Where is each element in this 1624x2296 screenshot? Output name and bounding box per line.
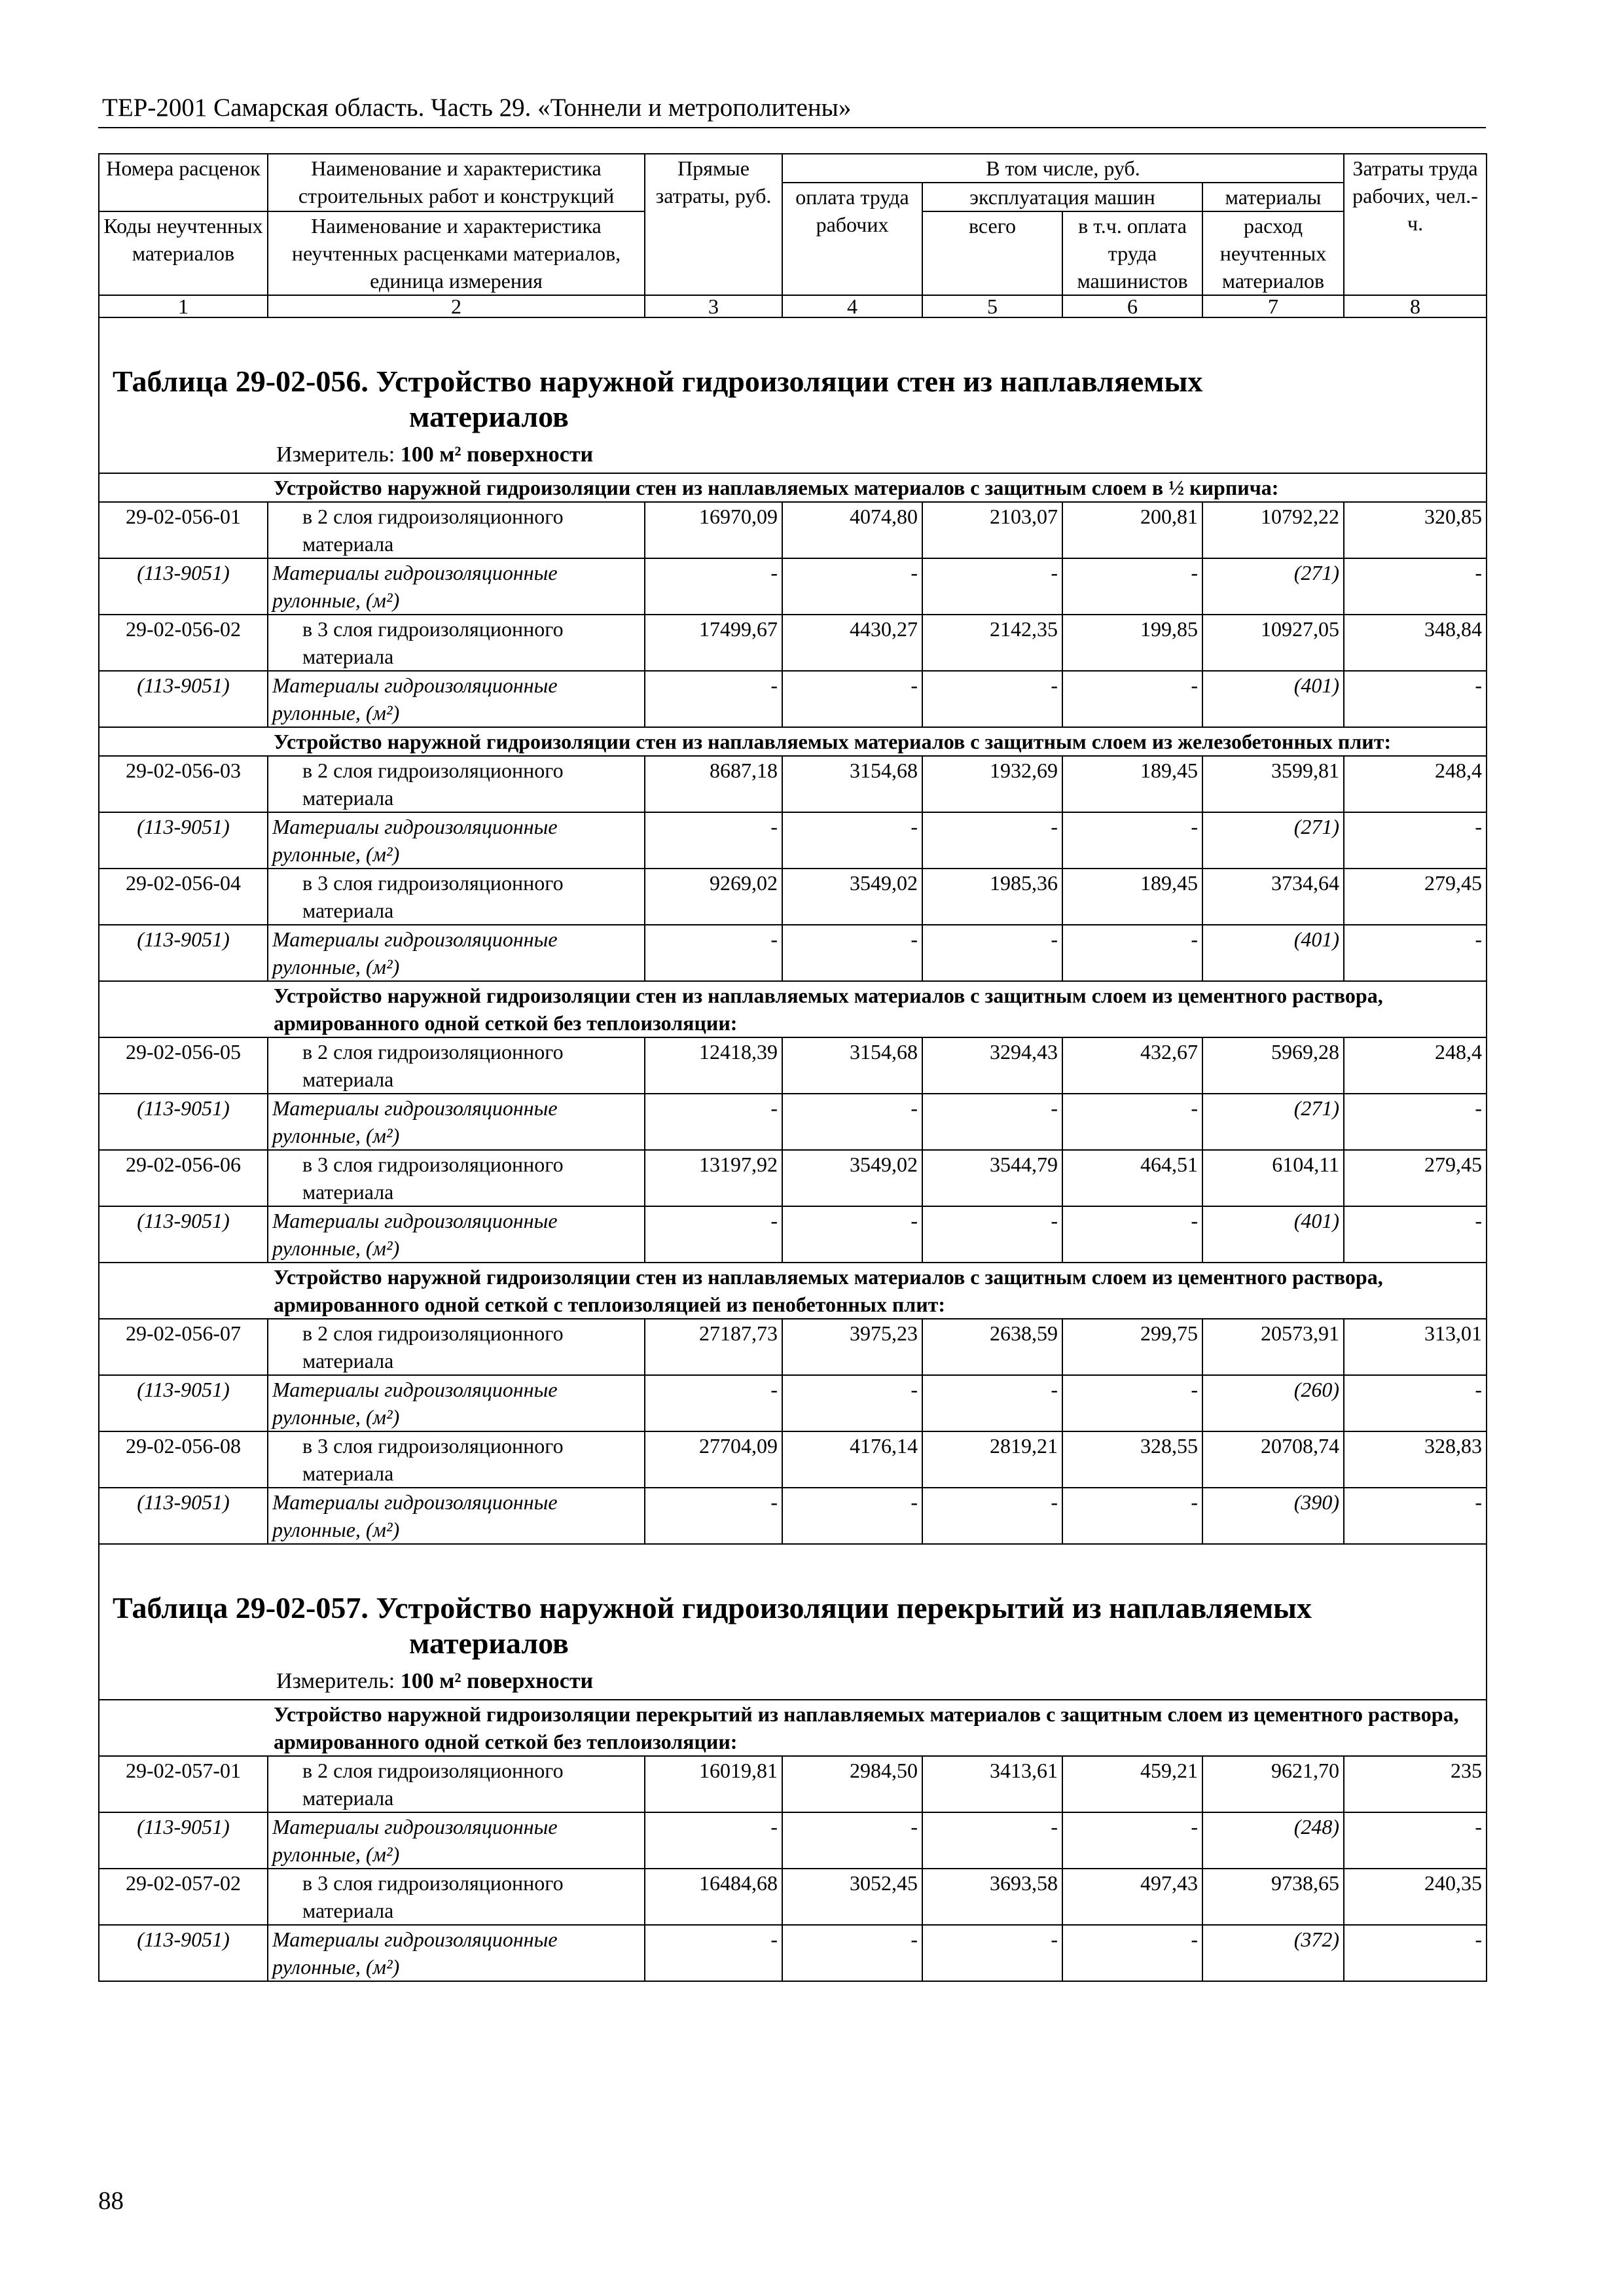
material-value-m4: - [782,1094,922,1150]
value-c8: 279,45 [1344,1150,1487,1206]
value-c4: 3975,23 [782,1319,922,1375]
section-heading-cell [99,473,1487,502]
material-value-m8: - [1344,1925,1487,1981]
work-name: в 3 слоя гидроизоляционного материала [268,1150,645,1206]
work-name: в 3 слоя гидроизоляционного материала [268,1869,645,1925]
material-value-m6: - [1062,558,1202,615]
value-c4: 4176,14 [782,1431,922,1488]
material-value-m3: - [645,1375,782,1431]
material-value-m6: - [1062,671,1202,727]
col-number: 5 [922,295,1062,317]
value-c8: 248,4 [1344,1037,1487,1094]
table-title-line2: материалов [409,1626,569,1660]
col-number: 6 [1062,295,1202,317]
material-name: Материалы гидроизоляционные рулонные, (м²) [268,671,645,727]
col-rate-numbers-header: Номера расценок [99,154,268,211]
material-value-m3: - [645,925,782,981]
value-c3: 8687,18 [645,756,782,812]
material-code: (113-9051) [99,812,268,869]
value-c3: 27187,73 [645,1319,782,1375]
rate-code: 29-02-056-02 [99,615,268,671]
value-c4: 4074,80 [782,502,922,558]
value-c8: 248,4 [1344,756,1487,812]
section-heading-cell [99,727,1487,756]
material-row [99,558,1487,615]
material-value-m7: (248) [1202,1812,1344,1869]
material-value-m7: (401) [1202,925,1344,981]
col-worker-pay-header: оплата труда рабочих [782,183,922,295]
value-c8: 320,85 [1344,502,1487,558]
work-name: в 2 слоя гидроизоляционного материала [268,1037,645,1094]
material-value-m5: - [922,1812,1062,1869]
value-c8: 328,83 [1344,1431,1487,1488]
work-name: в 3 слоя гидроизоляционного материала [268,1431,645,1488]
material-name: Материалы гидроизоляционные рулонные, (м²) [268,1488,645,1544]
value-c8: 235 [1344,1756,1487,1812]
material-code: (113-9051) [99,1094,268,1150]
rate-code: 29-02-056-04 [99,869,268,925]
material-name: Материалы гидроизоляционные рулонные, (м²) [268,1812,645,1869]
measure-label: Измеритель: [276,1669,401,1693]
rate-row [99,1037,1487,1094]
material-value-m6: - [1062,1206,1202,1263]
value-c7: 10927,05 [1202,615,1344,671]
col-material-name-header: Наименование и характеристика неучтенных расценками материалов, единица измерения [268,211,645,295]
material-value-m6: - [1062,925,1202,981]
value-c8: 279,45 [1344,869,1487,925]
col-number: 2 [268,295,645,317]
rate-code: 29-02-056-01 [99,502,268,558]
material-value-m4: - [782,558,922,615]
rate-row [99,869,1487,925]
rate-code: 29-02-057-01 [99,1756,268,1812]
materials-header: материалы [1202,183,1344,211]
material-value-m3: - [645,1925,782,1981]
material-value-m5: - [922,1206,1062,1263]
col-machines-total-header: всего [922,211,1062,295]
rate-row [99,1869,1487,1925]
material-value-m5: - [922,1375,1062,1431]
value-c4: 3052,45 [782,1869,922,1925]
work-name: в 2 слоя гидроизоляционного материала [268,1319,645,1375]
value-c5: 2142,35 [922,615,1062,671]
value-c6: 497,43 [1062,1869,1202,1925]
value-c4: 3154,68 [782,1037,922,1094]
value-c3: 16484,68 [645,1869,782,1925]
page-number: 88 [98,2187,124,2215]
material-row [99,925,1487,981]
col-material-codes-header: Коды неучтенных материалов [99,211,268,295]
section-heading: Устройство наружной гидроизоляции стен из наплавляемых материалов с защитным слоем из железобетонных плит: [274,730,1392,753]
running-title: ТЕР-2001 Самарская область. Часть 29. «Тоннели и метрополитены» [102,94,852,122]
material-row [99,812,1487,869]
material-value-m6: - [1062,1094,1202,1150]
material-row [99,1375,1487,1431]
material-value-m4: - [782,1925,922,1981]
value-c3: 16019,81 [645,1756,782,1812]
rate-code: 29-02-056-06 [99,1150,268,1206]
material-code: (113-9051) [99,1812,268,1869]
material-value-m7: (401) [1202,1206,1344,1263]
value-c7: 5969,28 [1202,1037,1344,1094]
table-title [99,1545,1486,1661]
value-c7: 20573,91 [1202,1319,1344,1375]
material-value-m5: - [922,1488,1062,1544]
value-c5: 3544,79 [922,1150,1062,1206]
material-name: Материалы гидроизоляционные рулонные, (м²) [268,1925,645,1981]
value-c5: 3413,61 [922,1756,1062,1812]
value-c8: 240,35 [1344,1869,1487,1925]
table-title-line1: Таблица 29-02-057. Устройство наружной гидроизоляции перекрытий из наплавляемых [113,1591,1312,1624]
material-value-m8: - [1344,1094,1487,1150]
material-code: (113-9051) [99,671,268,727]
value-c4: 2984,50 [782,1756,922,1812]
value-c4: 3154,68 [782,756,922,812]
value-c7: 3734,64 [1202,869,1344,925]
material-value-m4: - [782,925,922,981]
material-value-m7: (271) [1202,812,1344,869]
value-c6: 432,67 [1062,1037,1202,1094]
material-value-m3: - [645,1812,782,1869]
machines-header: эксплуатация машин [922,183,1202,211]
material-value-m4: - [782,812,922,869]
material-value-m8: - [1344,558,1487,615]
material-row [99,671,1487,727]
material-name: Материалы гидроизоляционные рулонные, (м²) [268,1375,645,1431]
value-c7: 9621,70 [1202,1756,1344,1812]
work-name: в 3 слоя гидроизоляционного материала [268,615,645,671]
material-value-m3: - [645,1206,782,1263]
material-code: (113-9051) [99,1488,268,1544]
table-title [99,318,1486,435]
material-code: (113-9051) [99,558,268,615]
material-value-m8: - [1344,925,1487,981]
value-c7: 3599,81 [1202,756,1344,812]
work-name: в 2 слоя гидроизоляционного материала [268,1756,645,1812]
value-c5: 3693,58 [922,1869,1062,1925]
value-c4: 3549,02 [782,869,922,925]
col-number: 8 [1344,295,1487,317]
col-machinist-pay-header: в т.ч. оплата труда машинистов [1062,211,1202,295]
value-c5: 1932,69 [922,756,1062,812]
material-value-m5: - [922,812,1062,869]
rate-row [99,756,1487,812]
material-value-m4: - [782,1375,922,1431]
value-c4: 4430,27 [782,615,922,671]
material-value-m8: - [1344,1812,1487,1869]
value-c6: 189,45 [1062,756,1202,812]
measure-unit [99,1661,1486,1699]
measure-value: 100 м² поверхности [400,442,594,467]
col-direct-costs-header: Прямые затраты, руб. [645,154,782,295]
rates-table [98,153,1487,1982]
table-title-cell [99,317,1487,473]
table-title-line1: Таблица 29-02-056. Устройство наружной гидроизоляции стен из наплавляемых [113,365,1203,398]
material-value-m6: - [1062,1925,1202,1981]
material-row [99,1812,1487,1869]
material-name: Материалы гидроизоляционные рулонные, (м²) [268,558,645,615]
work-name: в 3 слоя гидроизоляционного материала [268,869,645,925]
material-value-m7: (401) [1202,671,1344,727]
rate-code: 29-02-056-03 [99,756,268,812]
col-number: 4 [782,295,922,317]
value-c5: 2103,07 [922,502,1062,558]
value-c5: 2819,21 [922,1431,1062,1488]
material-row [99,1206,1487,1263]
material-value-m6: - [1062,812,1202,869]
col-number: 1 [99,295,268,317]
material-value-m5: - [922,925,1062,981]
material-name: Материалы гидроизоляционные рулонные, (м²) [268,925,645,981]
material-code: (113-9051) [99,1375,268,1431]
material-value-m3: - [645,1094,782,1150]
material-value-m6: - [1062,1812,1202,1869]
material-value-m8: - [1344,1488,1487,1544]
material-name: Материалы гидроизоляционные рулонные, (м²) [268,1094,645,1150]
rate-code: 29-02-056-07 [99,1319,268,1375]
value-c6: 328,55 [1062,1431,1202,1488]
material-value-m6: - [1062,1375,1202,1431]
col-number: 7 [1202,295,1344,317]
value-c3: 27704,09 [645,1431,782,1488]
material-value-m4: - [782,1488,922,1544]
material-code: (113-9051) [99,1925,268,1981]
section-heading: Устройство наружной гидроизоляции перекрытий из наплавляемых материалов с защитным слоем из цементного раствора, армированного одной сеткой без теплоизоляции: [274,1702,1459,1753]
col-number: 3 [645,295,782,317]
material-value-m8: - [1344,1206,1487,1263]
value-c4: 3549,02 [782,1150,922,1206]
material-row [99,1094,1487,1150]
section-heading-cell [99,1263,1487,1319]
value-c8: 313,01 [1344,1319,1487,1375]
material-value-m7: (271) [1202,558,1344,615]
material-row [99,1488,1487,1544]
rate-row [99,1319,1487,1375]
material-value-m4: - [782,1206,922,1263]
material-value-m6: - [1062,1488,1202,1544]
material-value-m7: (260) [1202,1375,1344,1431]
material-value-m5: - [922,558,1062,615]
material-value-m3: - [645,812,782,869]
material-value-m7: (271) [1202,1094,1344,1150]
material-value-m3: - [645,671,782,727]
section-heading: Устройство наружной гидроизоляции стен из наплавляемых материалов с защитным слоем в ½ кирпича: [274,476,1279,499]
material-code: (113-9051) [99,1206,268,1263]
rate-row [99,502,1487,558]
value-c5: 2638,59 [922,1319,1062,1375]
value-c8: 348,84 [1344,615,1487,671]
material-name: Материалы гидроизоляционные рулонные, (м²) [268,812,645,869]
material-value-m3: - [645,558,782,615]
value-c6: 200,81 [1062,502,1202,558]
material-value-m8: - [1344,1375,1487,1431]
rate-code: 29-02-056-08 [99,1431,268,1488]
value-c3: 9269,02 [645,869,782,925]
rate-row [99,615,1487,671]
material-value-m5: - [922,1925,1062,1981]
rate-code: 29-02-056-05 [99,1037,268,1094]
value-c6: 199,85 [1062,615,1202,671]
work-name: в 2 слоя гидроизоляционного материала [268,756,645,812]
section-heading: Устройство наружной гидроизоляции стен из наплавляемых материалов с защитным слоем из цементного раствора, армированного одной сеткой с теплоизоляцией из пенобетонных плит: [274,1265,1383,1316]
value-c7: 10792,22 [1202,502,1344,558]
material-value-m5: - [922,671,1062,727]
material-value-m7: (372) [1202,1925,1344,1981]
rate-row [99,1150,1487,1206]
material-name: Материалы гидроизоляционные рулонные, (м²) [268,1206,645,1263]
rate-code: 29-02-057-02 [99,1869,268,1925]
value-c7: 6104,11 [1202,1150,1344,1206]
column-number-row [99,295,1487,317]
value-c6: 459,21 [1062,1756,1202,1812]
material-value-m3: - [645,1488,782,1544]
value-c3: 12418,39 [645,1037,782,1094]
table-title-cell [99,1544,1487,1700]
value-c6: 189,45 [1062,869,1202,925]
material-value-m8: - [1344,671,1487,727]
measure-unit [99,435,1486,473]
value-c3: 13197,92 [645,1150,782,1206]
incl-header: В том числе, руб. [782,154,1344,183]
material-value-m5: - [922,1094,1062,1150]
work-name: в 2 слоя гидроизоляционного материала [268,502,645,558]
section-heading-cell [99,981,1487,1037]
value-c5: 3294,43 [922,1037,1062,1094]
col-labor-hours-header: Затраты труда рабочих, чел.-ч. [1344,154,1487,295]
col-work-name-header: Наименование и характеристика строительных работ и конструкций [268,154,645,211]
value-c6: 464,51 [1062,1150,1202,1206]
rate-row [99,1431,1487,1488]
table-title-line2: материалов [409,400,569,433]
value-c5: 1985,36 [922,869,1062,925]
page [98,92,1486,1982]
col-material-usage-header: расход неучтенных материалов [1202,211,1344,295]
value-c7: 9738,65 [1202,1869,1344,1925]
measure-value: 100 м² поверхности [400,1669,594,1693]
material-value-m4: - [782,671,922,727]
section-heading: Устройство наружной гидроизоляции стен из наплавляемых материалов с защитным слоем из цементного раствора, армированного одной сеткой без теплоизоляции: [274,984,1383,1035]
material-row [99,1925,1487,1981]
rate-row [99,1756,1487,1812]
material-value-m7: (390) [1202,1488,1344,1544]
section-heading-cell [99,1700,1487,1756]
material-code: (113-9051) [99,925,268,981]
value-c3: 17499,67 [645,615,782,671]
material-value-m4: - [782,1812,922,1869]
value-c6: 299,75 [1062,1319,1202,1375]
material-value-m8: - [1344,812,1487,869]
measure-label: Измеритель: [276,442,401,467]
value-c7: 20708,74 [1202,1431,1344,1488]
value-c3: 16970,09 [645,502,782,558]
header-rule [98,127,1486,128]
